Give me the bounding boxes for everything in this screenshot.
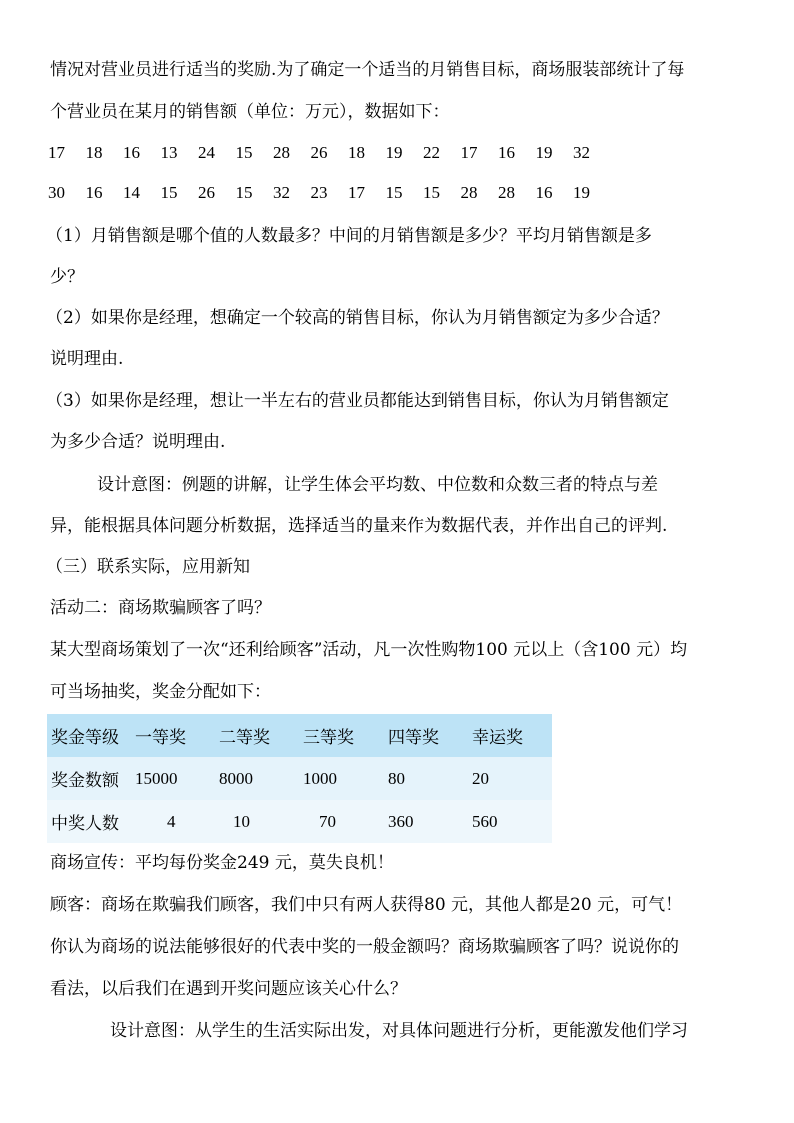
question-3-line-1: （3）如果你是经理，想让一半左右的营业员都能达到销售目标，你认为月销售额定 <box>46 391 669 411</box>
question-2-line-2: 说明理由. <box>50 349 124 369</box>
header-cell: 四等奖 <box>384 714 468 757</box>
sales-value: 19 <box>573 183 590 202</box>
sales-value: 15 <box>235 183 253 202</box>
sales-value: 19 <box>535 143 553 162</box>
header-cell: 二等奖 <box>215 714 299 757</box>
table-cell: 1000 <box>299 757 384 800</box>
discussion-line-2: 看法，以后我们在遇到开奖问题应该关心什么？ <box>50 979 407 999</box>
sales-value: 17 <box>460 143 478 162</box>
row-label: 奖金数额 <box>47 757 131 800</box>
prize-table-header-row <box>47 714 552 757</box>
header-cell: 三等奖 <box>299 714 384 757</box>
table-cell: 560 <box>468 800 552 843</box>
table-cell: 80 <box>384 757 468 800</box>
design-intent-2-line-1: 设计意图：从学生的生活实际出发，对具体问题进行分析，更能激发他们学习 <box>110 1021 688 1041</box>
sales-value: 18 <box>348 143 365 162</box>
discussion-line-1: 你认为商场的说法能够很好的代表中奖的一般金额吗？商场欺骗顾客了吗？说说你的 <box>50 937 679 957</box>
table-cell: 20 <box>468 757 552 800</box>
question-2-line-1: （2）如果你是经理，想确定一个较高的销售目标，你认为月销售额定为多少合适？ <box>46 308 669 328</box>
question-1-line-2: 少？ <box>50 267 84 287</box>
intro-line-2: 个营业员在某月的销售额（单位：万元），数据如下： <box>50 102 450 122</box>
sales-value: 26 <box>198 183 215 202</box>
header-cell: 奖金等级 <box>47 714 131 757</box>
sales-value: 15 <box>423 183 440 202</box>
question-1-line-1: （1）月销售额是哪个值的人数最多？中间的月销售额是多少？平均月销售额是多 <box>46 226 652 246</box>
sales-value: 28 <box>460 183 478 202</box>
intro-line-1: 情况对营业员进行适当的奖励.为了确定一个适当的月销售目标，商场服装部统计了每 <box>50 60 685 80</box>
section-heading: （三）联系实际，应用新知 <box>46 557 250 577</box>
sales-value: 17 <box>48 143 65 162</box>
winners-count-row <box>47 800 552 843</box>
design-intent-1-line-2: 异，能根据具体问题分析数据，选择适当的量来作为数据代表，并作出自己的评判. <box>50 516 668 536</box>
table-cell: 10 <box>215 800 299 843</box>
question-3-line-2: 为多少合适？说明理由. <box>50 432 226 452</box>
sales-value: 16 <box>535 183 553 202</box>
activity-title: 活动二：商场欺骗顾客了吗？ <box>50 598 271 618</box>
sales-value: 17 <box>348 183 365 202</box>
table-cell: 8000 <box>215 757 299 800</box>
sales-value: 23 <box>310 183 328 202</box>
table-cell: 70 <box>299 800 384 843</box>
table-cell: 360 <box>384 800 468 843</box>
sales-value: 30 <box>48 183 65 202</box>
sales-value: 28 <box>498 183 515 202</box>
table-cell: 4 <box>131 800 215 843</box>
sales-value: 28 <box>273 143 290 162</box>
sales-value: 32 <box>573 143 590 162</box>
sales-value: 15 <box>385 183 403 202</box>
customer-complaint: 顾客：商场在欺骗我们顾客，我们中只有两人获得80 元，其他人都是20 元，可气！ <box>50 895 683 915</box>
sales-data-row-2 <box>48 181 611 205</box>
prize-table <box>47 714 552 843</box>
mall-claim: 商场宣传：平均每份奖金249 元，莫失良机！ <box>50 853 394 873</box>
sales-value: 22 <box>423 143 440 162</box>
activity-line-2: 可当场抽奖，奖金分配如下： <box>50 682 271 702</box>
header-cell: 一等奖 <box>131 714 215 757</box>
sales-value: 13 <box>160 143 178 162</box>
sales-data-row-1 <box>48 141 611 165</box>
prize-amount-row <box>47 757 552 800</box>
header-cell: 幸运奖 <box>468 714 552 757</box>
sales-value: 24 <box>198 143 215 162</box>
row-label: 中奖人数 <box>47 800 131 843</box>
sales-value: 15 <box>160 183 178 202</box>
sales-value: 18 <box>85 143 103 162</box>
sales-value: 16 <box>498 143 515 162</box>
sales-value: 15 <box>235 143 253 162</box>
sales-value: 16 <box>85 183 103 202</box>
activity-line-1: 某大型商场策划了一次“还利给顾客”活动，凡一次性购物100 元以上（含100 元）均 <box>50 640 688 660</box>
sales-value: 26 <box>310 143 328 162</box>
design-intent-1-line-1: 设计意图：例题的讲解，让学生体会平均数、中位数和众数三者的特点与差 <box>97 475 658 495</box>
table-cell: 15000 <box>131 757 215 800</box>
sales-value: 14 <box>123 183 140 202</box>
sales-value: 32 <box>273 183 290 202</box>
sales-value: 16 <box>123 143 140 162</box>
sales-value: 19 <box>385 143 403 162</box>
